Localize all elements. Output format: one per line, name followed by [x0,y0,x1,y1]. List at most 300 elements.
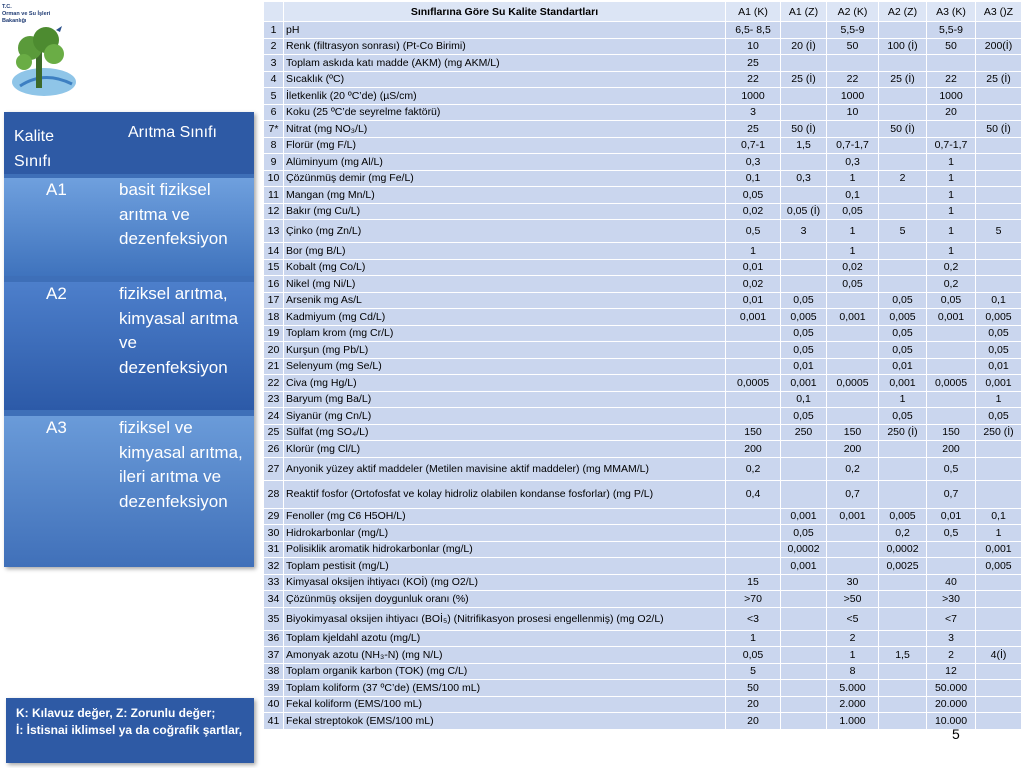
value-cell: 50 (İ) [976,121,1022,138]
value-cell [927,325,976,342]
parameter-name: Kimyasal oksijen ihtiyacı (KOİ) (mg O2/L) [284,574,726,591]
table-row [264,391,1022,408]
table-row [264,137,1022,154]
value-cell: 0,1 [781,391,827,408]
value-cell: 2 [879,170,927,187]
col-header-a3k: A3 (K) [927,2,976,22]
table-row [264,591,1022,608]
row-number: 10 [264,170,284,187]
value-cell: 200 [726,441,781,458]
value-cell [879,574,927,591]
value-cell: 25 (İ) [976,71,1022,88]
value-cell: 0,0002 [781,541,827,558]
value-cell: 0,001 [879,375,927,392]
value-cell [879,88,927,105]
value-cell: 0,001 [781,508,827,525]
row-number: 30 [264,525,284,542]
value-cell: 5.000 [827,680,879,697]
table-title: Sınıflarına Göre Su Kalite Standartları [284,2,726,22]
row-number: 19 [264,325,284,342]
row-number: 33 [264,574,284,591]
class-description: fiziksel ve kimyasal arıtma, ileri arıtma ve dezenfeksiyon [119,418,243,511]
value-cell: 20 [726,696,781,713]
table-row [264,71,1022,88]
value-cell [879,55,927,72]
value-cell [976,104,1022,121]
row-number: 13 [264,220,284,243]
value-cell: <7 [927,607,976,630]
value-cell [781,88,827,105]
tree-emblem-icon [0,0,80,105]
value-cell [879,680,927,697]
value-cell: 50 (İ) [781,121,827,138]
value-cell [927,558,976,575]
value-cell: 25 [726,55,781,72]
value-cell: 0,0002 [879,541,927,558]
value-cell: 22 [927,71,976,88]
value-cell [781,591,827,608]
value-cell: 0,0005 [827,375,879,392]
table-row [264,55,1022,72]
table-row [264,457,1022,480]
value-cell: 5,5-9 [827,22,879,39]
class-level: A2 [46,284,67,303]
value-cell: 2 [827,630,879,647]
water-quality-standards-table [263,1,1022,730]
table-row [264,680,1022,697]
table-row [264,441,1022,458]
row-number: 36 [264,630,284,647]
row-number: 40 [264,696,284,713]
value-cell: 0,7-1,7 [827,137,879,154]
value-cell [781,243,827,260]
value-cell [781,104,827,121]
value-cell [726,525,781,542]
value-cell: 10 [827,104,879,121]
value-cell [976,680,1022,697]
table-row [264,408,1022,425]
parameter-name: Fekal streptokok (EMS/100 mL) [284,713,726,730]
legend-line-1: K: Kılavuz değer, Z: Zorunlu değer; [16,706,216,720]
table-row [264,508,1022,525]
class-level: A1 [46,180,67,199]
value-cell: 0,001 [781,375,827,392]
row-number: 20 [264,342,284,359]
value-cell [781,276,827,293]
value-cell: 100 (İ) [879,38,927,55]
value-cell: 0,05 [879,342,927,359]
table-row [264,342,1022,359]
value-cell: 50 [927,38,976,55]
value-cell: 5,5-9 [927,22,976,39]
table-row [264,88,1022,105]
value-cell [726,342,781,359]
value-cell: 5 [726,663,781,680]
class-row-a1 [4,178,254,276]
value-cell [827,121,879,138]
value-cell: 1 [927,203,976,220]
value-cell: 250 [781,424,827,441]
logo-line-1: T.C. [2,4,12,10]
value-cell: 0,01 [781,358,827,375]
value-cell: 0,001 [781,558,827,575]
value-cell [781,713,827,730]
value-cell [781,630,827,647]
row-number: 41 [264,713,284,730]
value-cell: 0,05 [879,292,927,309]
value-cell [927,342,976,359]
value-cell: 1 [927,220,976,243]
table-row [264,375,1022,392]
value-cell [879,104,927,121]
logo-line-2: Orman ve Su İşleri [2,11,51,17]
row-number: 22 [264,375,284,392]
row-number: 34 [264,591,284,608]
value-cell: 1000 [827,88,879,105]
value-cell [927,55,976,72]
value-cell: 1 [927,243,976,260]
value-cell: 3 [726,104,781,121]
value-cell [976,630,1022,647]
row-number: 11 [264,187,284,204]
value-cell: 0,05 [781,325,827,342]
logo-line-3: Bakanlığı [2,18,27,24]
parameter-name: Koku (25 ºC’de seyrelme faktörü) [284,104,726,121]
table-row [264,713,1022,730]
value-cell: 1.000 [827,713,879,730]
parameter-name: Kobalt (mg Co/L) [284,259,726,276]
col-header-a3z: A3 ()Z [976,2,1022,22]
value-cell: 0,2 [927,259,976,276]
row-number: 35 [264,607,284,630]
value-cell [827,358,879,375]
row-number: 9 [264,154,284,171]
value-cell: 22 [827,71,879,88]
value-cell: 6,5- 8,5 [726,22,781,39]
parameter-name: Toplam koliform (37 ºC’de) (EMS/100 mL) [284,680,726,697]
parameter-name: Toplam krom (mg Cr/L) [284,325,726,342]
value-cell: 0,05 [927,292,976,309]
parameter-name: Florür (mg F/L) [284,137,726,154]
value-cell [781,457,827,480]
value-cell: 0,01 [726,259,781,276]
parameter-name: Bakır (mg Cu/L) [284,203,726,220]
parameter-name: Toplam organik karbon (TOK) (mg C/L) [284,663,726,680]
value-cell: 20 [726,713,781,730]
table-row [264,480,1022,508]
row-number: 32 [264,558,284,575]
table-row [264,170,1022,187]
table-header-row [264,2,1022,22]
table-row [264,22,1022,39]
value-cell [976,243,1022,260]
value-cell [726,391,781,408]
value-cell: 0,1 [976,292,1022,309]
table-row [264,607,1022,630]
value-cell [927,358,976,375]
value-cell: 0,7 [827,480,879,508]
value-cell [781,607,827,630]
value-cell [976,663,1022,680]
row-number: 15 [264,259,284,276]
parameter-name: Siyanür (mg Cn/L) [284,408,726,425]
value-cell [879,259,927,276]
parameter-name: Klorür (mg Cl/L) [284,441,726,458]
parameter-name: Fekal koliform (EMS/100 mL) [284,696,726,713]
value-cell [879,607,927,630]
value-cell: 50 (İ) [879,121,927,138]
value-cell: 1 [726,630,781,647]
table-row [264,309,1022,326]
row-number: 18 [264,309,284,326]
table-row [264,187,1022,204]
value-cell: 1 [827,647,879,664]
value-cell: 0,3 [726,154,781,171]
value-cell: 0,05 (İ) [781,203,827,220]
panel-header [4,112,254,174]
value-cell: 5 [976,220,1022,243]
value-cell: 1,5 [781,137,827,154]
value-cell: 1 [879,391,927,408]
header-empty [264,2,284,22]
value-cell [976,457,1022,480]
value-cell: 25 (İ) [879,71,927,88]
parameter-name: Civa (mg Hg/L) [284,375,726,392]
value-cell [827,541,879,558]
value-cell: 0,1 [726,170,781,187]
value-cell: 0,05 [879,408,927,425]
value-cell: 3 [927,630,976,647]
value-cell: 12 [927,663,976,680]
row-number: 38 [264,663,284,680]
value-cell: 10 [726,38,781,55]
value-cell: 0,01 [879,358,927,375]
value-cell [726,358,781,375]
value-cell: 1 [927,187,976,204]
table-row [264,541,1022,558]
value-cell: 0,005 [879,309,927,326]
value-cell: 1 [976,391,1022,408]
quality-class-heading: Kalite Sınıfı [14,128,55,170]
value-cell: 0,7 [927,480,976,508]
parameter-name: Alüminyum (mg Al/L) [284,154,726,171]
value-cell: 0,0005 [726,375,781,392]
treatment-class-heading: Arıtma Sınıfı [128,124,217,141]
parameter-name: Amonyak azotu (NH₃-N) (mg N/L) [284,647,726,664]
value-cell: 10.000 [927,713,976,730]
value-cell [879,276,927,293]
value-cell: 1 [827,220,879,243]
value-cell: 250 (İ) [976,424,1022,441]
value-cell [976,480,1022,508]
value-cell: 0,05 [879,325,927,342]
value-cell [976,696,1022,713]
value-cell: 3 [781,220,827,243]
value-cell [827,558,879,575]
value-cell: 2 [927,647,976,664]
legend-line-2: İ: İstisnai iklimsel ya da coğrafik şartlar, [16,723,243,737]
parameter-name: Biyokimyasal oksijen ihtiyacı (BOİ₅) (Nitrifikasyon prosesi engellenmiş) (mg O2/L) [284,607,726,630]
parameter-name: Çinko (mg Zn/L) [284,220,726,243]
col-header-a2z: A2 (Z) [879,2,927,22]
parameter-name: Mangan (mg Mn/L) [284,187,726,204]
row-number: 16 [264,276,284,293]
legend-box [6,698,254,763]
value-cell [827,391,879,408]
value-cell: 20.000 [927,696,976,713]
row-number: 23 [264,391,284,408]
value-cell [927,391,976,408]
value-cell [976,55,1022,72]
col-header-a2k: A2 (K) [827,2,879,22]
value-cell: 0,005 [976,309,1022,326]
table-row [264,663,1022,680]
table-row [264,154,1022,171]
row-number: 17 [264,292,284,309]
value-cell: 0,0025 [879,558,927,575]
value-cell: 15 [726,574,781,591]
value-cell: 0,1 [827,187,879,204]
table-row [264,358,1022,375]
value-cell: 0,05 [726,187,781,204]
value-cell [879,441,927,458]
value-cell: 0,05 [827,203,879,220]
value-cell: 0,01 [976,358,1022,375]
value-cell [976,187,1022,204]
value-cell: 150 [726,424,781,441]
parameter-name: Kurşun (mg Pb/L) [284,342,726,359]
value-cell: 0,5 [927,457,976,480]
value-cell [827,55,879,72]
value-cell: 30 [827,574,879,591]
value-cell [976,137,1022,154]
value-cell: 0,05 [976,408,1022,425]
value-cell [726,325,781,342]
row-number: 14 [264,243,284,260]
parameter-name: Baryum (mg Ba/L) [284,391,726,408]
value-cell: 1000 [927,88,976,105]
row-number: 4 [264,71,284,88]
table-row [264,696,1022,713]
class-description: fiziksel arıtma, kimyasal arıtma ve dezenfeksiyon [119,284,239,377]
table-row [264,243,1022,260]
value-cell [781,663,827,680]
row-number: 2 [264,38,284,55]
value-cell [927,541,976,558]
value-cell: >30 [927,591,976,608]
value-cell: 20 [927,104,976,121]
class-row-a3 [4,416,254,567]
table-row [264,276,1022,293]
row-number: 8 [264,137,284,154]
value-cell [827,325,879,342]
parameter-name: Sülfat (mg SO₄/L) [284,424,726,441]
value-cell [976,170,1022,187]
value-cell: 0,001 [927,309,976,326]
value-cell [976,713,1022,730]
value-cell [879,480,927,508]
value-cell: 0,05 [781,408,827,425]
value-cell: 0,7-1 [726,137,781,154]
value-cell: 250 (İ) [879,424,927,441]
value-cell: 0,4 [726,480,781,508]
table-row [264,325,1022,342]
value-cell: 4(İ) [976,647,1022,664]
row-number: 25 [264,424,284,441]
value-cell [976,574,1022,591]
value-cell [879,154,927,171]
value-cell [781,55,827,72]
value-cell: 0,001 [976,541,1022,558]
class-level: A3 [46,418,67,437]
parameter-name: Sıcaklık (ºC) [284,71,726,88]
value-cell: 50 [726,680,781,697]
parameter-name: İletkenlik (20 ºC’de) (µS/cm) [284,88,726,105]
value-cell: 0,005 [879,508,927,525]
value-cell: 0,05 [781,525,827,542]
value-cell: 1 [927,170,976,187]
value-cell [827,525,879,542]
value-cell: 0,05 [976,325,1022,342]
value-cell: 1,5 [879,647,927,664]
row-number: 3 [264,55,284,72]
value-cell [726,558,781,575]
value-cell: 0,5 [927,525,976,542]
parameter-name: Anyonik yüzey aktif maddeler (Metilen mavisine aktif maddeler) (mg MMAM/L) [284,457,726,480]
parameter-name: Arsenik mg As/L [284,292,726,309]
value-cell: 50 [827,38,879,55]
value-cell: 0,05 [726,647,781,664]
table-row [264,104,1022,121]
value-cell: <5 [827,607,879,630]
value-cell: 20 (İ) [781,38,827,55]
value-cell [781,696,827,713]
value-cell: 1 [827,170,879,187]
value-cell: 40 [927,574,976,591]
standards-table-wrap [263,1,1021,730]
value-cell: 0,02 [726,276,781,293]
row-number: 39 [264,680,284,697]
value-cell: 0,0005 [927,375,976,392]
value-cell: 0,005 [781,309,827,326]
parameter-name: Çözünmüş oksijen doygunluk oranı (%) [284,591,726,608]
value-cell: 0,001 [976,375,1022,392]
parameter-name: Toplam askıda katı madde (AKM) (mg AKM/L) [284,55,726,72]
value-cell [976,607,1022,630]
value-cell: 50.000 [927,680,976,697]
value-cell [879,663,927,680]
value-cell [781,574,827,591]
value-cell: >50 [827,591,879,608]
value-cell: 0,2 [927,276,976,293]
value-cell [879,203,927,220]
value-cell: 0,001 [726,309,781,326]
value-cell [976,154,1022,171]
table-row [264,259,1022,276]
table-row [264,292,1022,309]
parameter-name: Renk (filtrasyon sonrası) (Pt-Co Birimi) [284,38,726,55]
value-cell: 0,001 [827,309,879,326]
row-number: 6 [264,104,284,121]
value-cell [781,647,827,664]
table-row [264,525,1022,542]
row-number: 7* [264,121,284,138]
table-row [264,647,1022,664]
value-cell: 0,5 [726,220,781,243]
row-number: 37 [264,647,284,664]
value-cell: 1 [726,243,781,260]
value-cell: 200 [827,441,879,458]
